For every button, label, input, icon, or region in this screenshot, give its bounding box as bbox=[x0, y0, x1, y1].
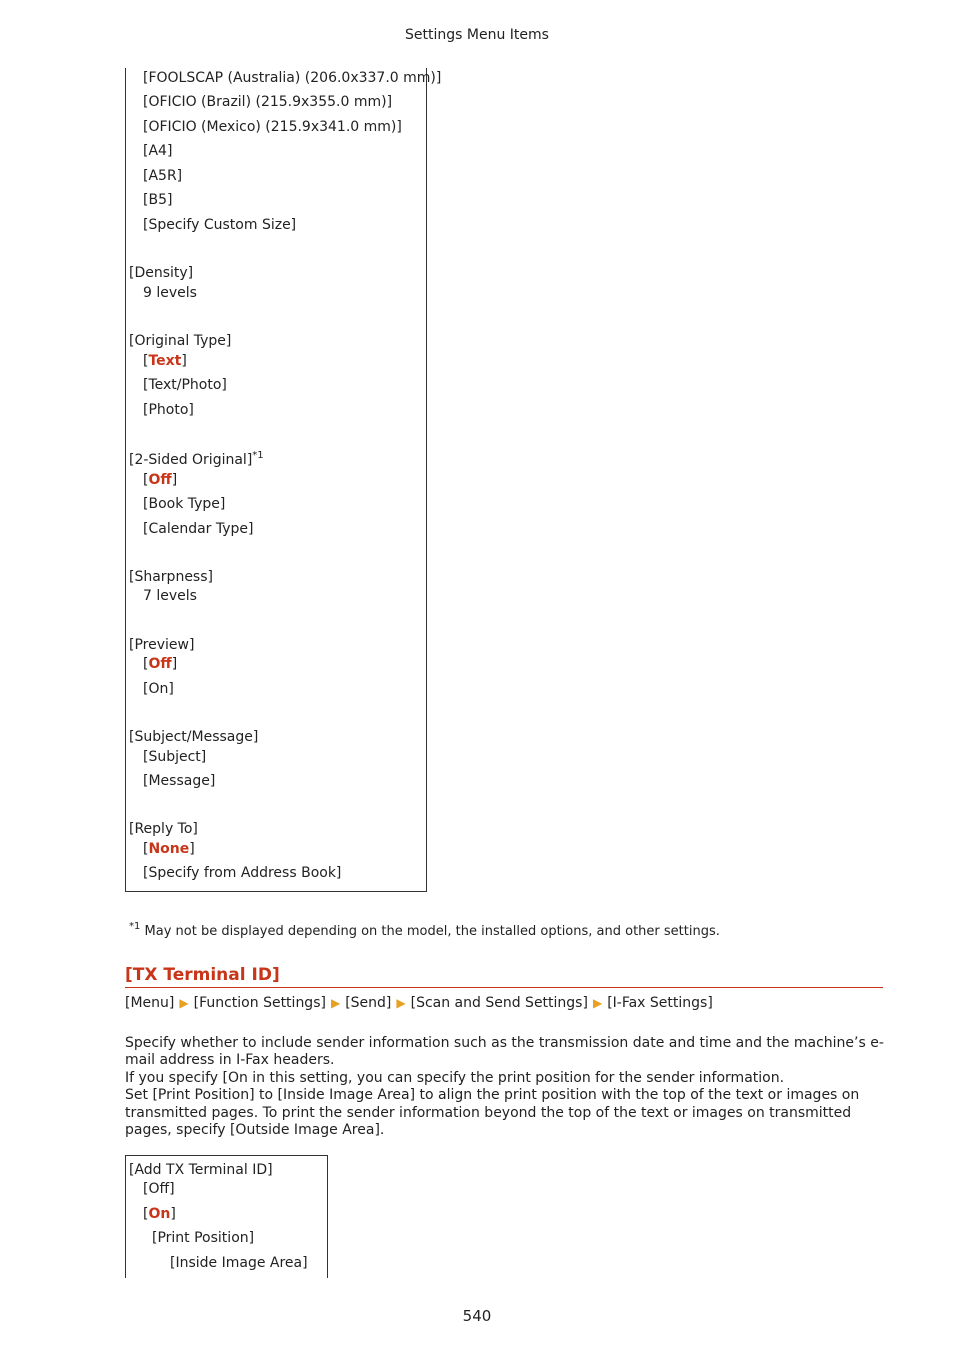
on-default: [On] bbox=[143, 1206, 176, 1222]
size-item: [OFICIO (Mexico) (215.9x341.0 mm)] bbox=[143, 119, 402, 135]
sharpness-label: [Sharpness] bbox=[129, 569, 213, 585]
default-value: Text bbox=[148, 353, 182, 369]
section-title: [TX Terminal ID] bbox=[125, 965, 883, 988]
off-option: [Off] bbox=[143, 1181, 175, 1197]
breadcrumb bbox=[125, 994, 713, 1012]
footnote-mark: *1 bbox=[252, 450, 264, 461]
add-tx-terminal-id-label: [Add TX Terminal ID] bbox=[129, 1162, 273, 1178]
description-paragraph: Set [Print Position] to [Inside Image Area] to align the print position with the top of the text or images on transmitted pages. To print the sender information beyond the top of the text or images on transmitted pages, specify [Outside Image Area]. bbox=[125, 1087, 860, 1139]
sharpness-value: 7 levels bbox=[143, 588, 197, 604]
original-type-label: [Original Type] bbox=[129, 333, 232, 349]
size-item: [Specify Custom Size] bbox=[143, 217, 297, 233]
section-description bbox=[125, 1035, 895, 1139]
preview-option: [On] bbox=[143, 681, 174, 697]
default-value: Off bbox=[148, 472, 172, 488]
two-sided-default: [Off] bbox=[143, 472, 178, 488]
two-sided-option: [Calendar Type] bbox=[143, 521, 254, 537]
breadcrumb-item: [Function Settings] bbox=[193, 995, 326, 1011]
size-item: [A5R] bbox=[143, 168, 183, 184]
size-item: [OFICIO (Brazil) (215.9x355.0 mm)] bbox=[143, 94, 393, 110]
footnote-text: May not be displayed depending on the model, the installed options, and other settings. bbox=[144, 924, 720, 939]
density-value: 9 levels bbox=[143, 285, 197, 301]
subject-message-label: [Subject/Message] bbox=[129, 729, 259, 745]
page-number: 540 bbox=[462, 1307, 492, 1325]
original-type-default: [Text] bbox=[143, 353, 187, 369]
two-sided-option: [Book Type] bbox=[143, 496, 226, 512]
arrow-right-icon: ▶ bbox=[396, 996, 406, 1010]
subject-message-option: [Subject] bbox=[143, 749, 207, 765]
size-item: [B5] bbox=[143, 192, 173, 208]
reply-to-option: [Specify from Address Book] bbox=[143, 865, 342, 881]
reply-to-label: [Reply To] bbox=[129, 821, 198, 837]
original-type-option: [Photo] bbox=[143, 402, 194, 418]
original-type-option: [Text/Photo] bbox=[143, 377, 227, 393]
breadcrumb-item: [Menu] bbox=[125, 995, 175, 1011]
reply-to-default: [None] bbox=[143, 841, 195, 857]
footnote-mark: *1 bbox=[129, 921, 141, 932]
default-value: None bbox=[148, 841, 190, 857]
preview-default: [Off] bbox=[143, 656, 178, 672]
footnote bbox=[129, 923, 720, 942]
arrow-right-icon: ▶ bbox=[179, 996, 189, 1010]
description-paragraph: Specify whether to include sender information such as the transmission date and time and the machine’s e-mail address in I-Fax headers. bbox=[125, 1035, 884, 1069]
two-sided-label-text: [2-Sided Original] bbox=[129, 452, 253, 468]
arrow-right-icon: ▶ bbox=[592, 996, 603, 1010]
default-value: On bbox=[148, 1206, 171, 1222]
arrow-right-icon: ▶ bbox=[330, 996, 341, 1010]
size-item: [A4] bbox=[143, 143, 173, 159]
subject-message-option: [Message] bbox=[143, 773, 216, 789]
default-value: Off bbox=[148, 656, 172, 672]
breadcrumb-item: [I-Fax Settings] bbox=[607, 995, 713, 1011]
breadcrumb-item: [Scan and Send Settings] bbox=[410, 995, 588, 1011]
preview-label: [Preview] bbox=[129, 637, 195, 653]
two-sided-label bbox=[129, 451, 264, 471]
inside-image-area-option: [Inside Image Area] bbox=[170, 1255, 308, 1271]
page-header: Settings Menu Items bbox=[405, 27, 549, 43]
print-position-label: [Print Position] bbox=[152, 1230, 255, 1246]
description-paragraph: If you specify [On in this setting, you can specify the print position for the sender information. bbox=[125, 1069, 785, 1086]
density-label: [Density] bbox=[129, 265, 194, 281]
size-item: [FOOLSCAP (Australia) (206.0x337.0 mm)] bbox=[143, 70, 442, 86]
breadcrumb-item: [Send] bbox=[345, 995, 392, 1011]
